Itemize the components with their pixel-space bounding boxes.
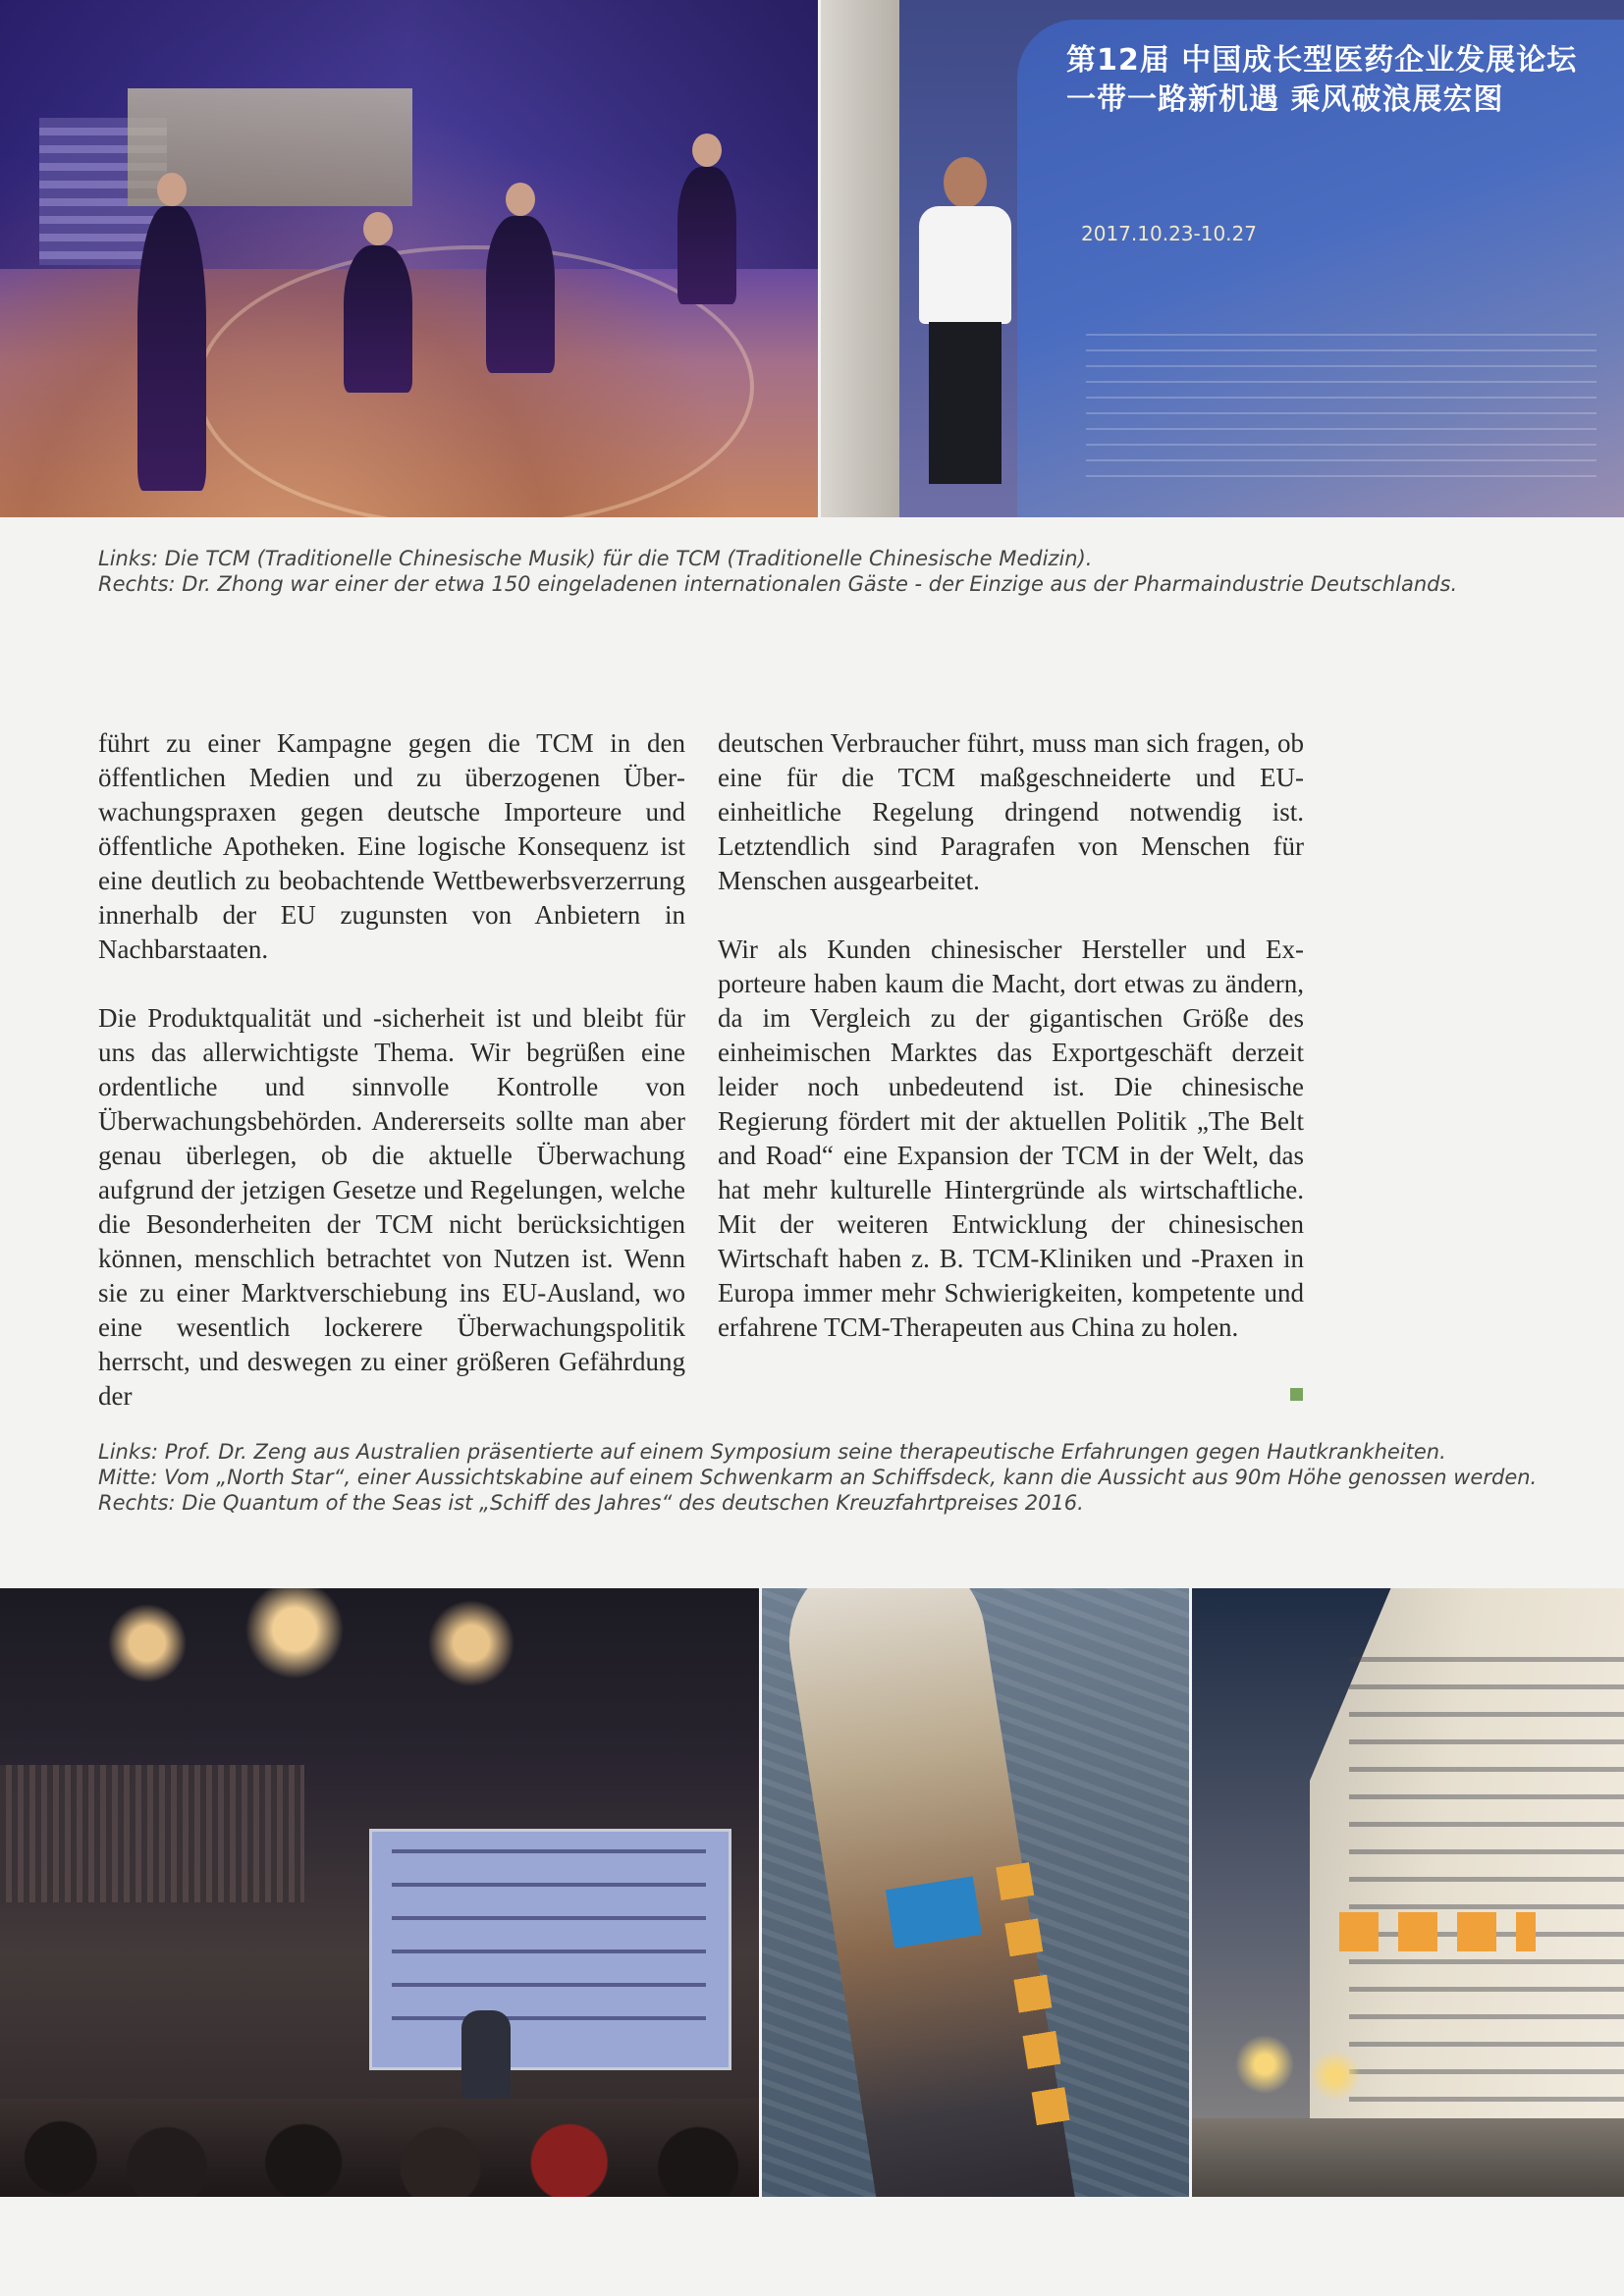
projection-screen	[369, 1829, 731, 2070]
caption-top-line-1: Links: Die TCM (Traditionelle Chinesische Musik) für die TCM (Traditionelle Chinesische Medizin).	[98, 547, 1093, 570]
paragraph: deutschen Verbraucher führt, muss man sich fragen, ob eine für die TCM maßgeschneiderte und EU-einheitliche Regelung dringend notwendig ist. Letztendlich sind Paragrafen von Menschen für Menschen ausgearbeitet.	[718, 728, 1304, 895]
lifeboats	[1339, 1912, 1536, 1951]
quantum-of-the-seas-photo	[1192, 1588, 1624, 2197]
pillar	[821, 0, 899, 517]
screen-text-lines	[392, 1849, 706, 2046]
caption-top-line-2: Rechts: Dr. Zhong war einer der etwa 150 eingeladenen internationalen Gäste - der Einzige aus der Pharmaindustrie Deutschlands.	[98, 572, 1458, 596]
paragraph: Die Produktqualität und -sicherheit ist und bleibt für uns das allerwichtigste Thema. Wir begrüßen eine ordentliche und sinnvolle Kontrolle von Überwachungsbehörden. Andererseits sollte man aber genau überlegen, ob die aktuelle Überwachung aufgrund der jetzigen Gesetze und Regelungen, welche die Besonderheiten der TCM nicht berücksichtigen können, menschlich betrachtet von Nutzen ist. Wenn sie zu einer Marktverschiebung ins EU-Ausland, wo eine wesentlich lockerere Überwachungspolitik herrscht, und deswegen zu einer größeren Gefährdung der	[98, 1003, 685, 1411]
harbor-lights	[1212, 2010, 1388, 2118]
caption-bottom-line-1: Links: Prof. Dr. Zeng aus Australien präsentierte auf einem Symposium seine therapeutische Erfahrungen gegen Hautkrankheiten.	[98, 1440, 1446, 1464]
caption-top	[98, 546, 1457, 597]
banner-date: 2017.10.23-10.27	[1081, 222, 1257, 245]
article-end-square-icon	[1290, 1388, 1303, 1401]
symposium-photo	[0, 1588, 759, 2197]
northstar-photo	[762, 1588, 1189, 2197]
banner-title: 第12届 中国成长型医药企业发展论坛 一带一路新机遇 乘风破浪展宏图	[1066, 43, 1578, 117]
forum-photo	[821, 0, 1624, 517]
caption-bottom	[98, 1439, 1537, 1516]
caption-bottom-line-3: Rechts: Die Quantum of the Seas ist „Schiff des Jahres“ des deutschen Kreuzfahrtpreises 2016.	[98, 1491, 1084, 1515]
paragraph: führt zu einer Kampagne gegen die TCM in den öffentlichen Medien und zu überzogenen Überwachungspraxen gegen deutsche Importeure und öffentliche Apotheken. Eine logische Konsequenz ist eine deutlich zu beobachtende Wettbewerbsverzerrung innerhalb der EU zugunsten von Anbietern in Nachbarstaaten.	[98, 728, 685, 964]
ship-balconies	[1349, 1657, 1624, 2109]
banner-text-lines	[1086, 334, 1597, 491]
concert-photo	[0, 0, 818, 517]
chandeliers	[59, 1588, 648, 1726]
caption-bottom-line-2: Mitte: Vom „North Star“, einer Aussichtskabine auf einem Schwenkarm an Schiffsdeck, kann die Aussicht aus 90m Höhe genossen werden.	[98, 1466, 1538, 1489]
article-column-left	[98, 726, 685, 1448]
dock	[1192, 2118, 1624, 2197]
dr-zhong	[909, 157, 1017, 491]
paragraph: Wir als Kunden chinesischer Hersteller und Exporteure haben kaum die Macht, dort etwas zu ändern, da im Vergleich zu der gigantischen Größe des einheimischen Marktes das Exportgeschäft derzeit leider noch unbedeutend ist. Die chinesische Regierung fördert mit der aktuellen Politik „The Belt and Road“ eine Expansion der TCM in der Welt, das hat mehr kulturelle Hintergründe als wirtschaftliche. Mit der weiteren Entwicklung der chinesischen Wirtschaft haben z. B. TCM-Kliniken und -Praxen in Europa immer mehr Schwierigkeiten, kompetente und erfahrene TCM-Therapeuten aus China zu holen.	[718, 934, 1304, 1342]
musician-flute	[677, 167, 736, 304]
person-head	[944, 157, 987, 208]
musician-pipa	[344, 245, 412, 393]
audience	[0, 2099, 759, 2197]
musician-erhu	[137, 206, 206, 491]
stage-circle	[196, 245, 754, 517]
balcony	[0, 1765, 304, 1902]
person-shirt	[919, 206, 1011, 324]
article-column-right	[718, 726, 1304, 1379]
musician-guzheng	[486, 216, 555, 373]
person-pants	[929, 322, 1001, 484]
